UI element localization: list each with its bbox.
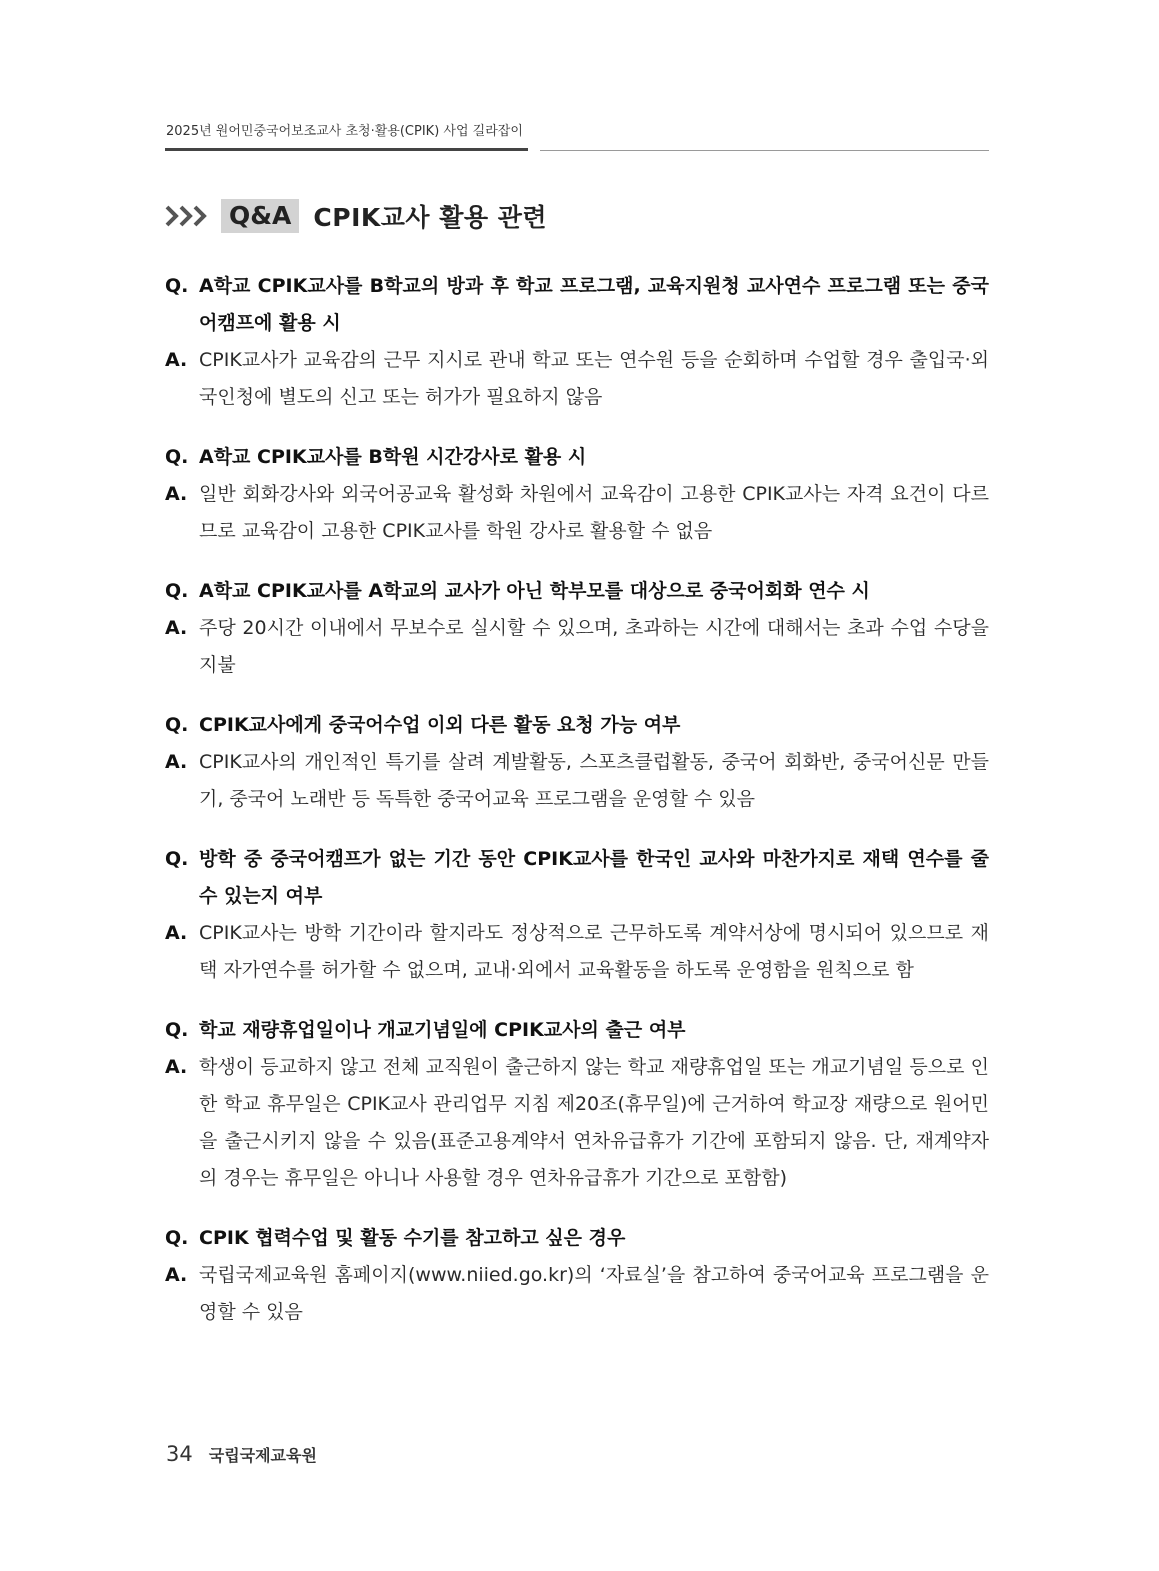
question-text: CPIK교사에게 중국어수업 이외 다른 활동 요청 가능 여부: [199, 714, 681, 736]
header-rule-light: [540, 150, 989, 151]
answer-mark: A.: [165, 617, 188, 639]
answer-mark: A.: [165, 1264, 188, 1286]
question: [165, 1220, 989, 1257]
organization-name: 국립국제교육원: [208, 1446, 317, 1465]
answer: [165, 1049, 989, 1197]
qa-item: [165, 439, 989, 550]
triple-chevron-right-icon: [165, 204, 209, 228]
section-heading: CPIK교사 활용 관련: [313, 203, 548, 232]
qa-item: [165, 573, 989, 684]
running-header: 2025년 원어민중국어보조교사 초청·활용(CPIK) 사업 길라잡이: [166, 124, 523, 139]
question-mark: Q.: [165, 446, 189, 468]
question: [165, 841, 989, 915]
answer-text: CPIK교사의 개인적인 특기를 살려 계발활동, 스포츠클럽활동, 중국어 회화반, 중국어신문 만들기, 중국어 노래반 등 독특한 중국어교육 프로그램을 운영할 수 있음: [199, 751, 989, 810]
page-footer: [166, 1442, 317, 1466]
qa-item: [165, 707, 989, 818]
answer-mark: A.: [165, 349, 188, 371]
question-text: CPIK 협력수업 및 활동 수기를 참고하고 싶은 경우: [199, 1227, 626, 1249]
question: [165, 573, 989, 610]
answer-text: 학생이 등교하지 않고 전체 교직원이 출근하지 않는 학교 재량휴업일 또는 개교기념일 등으로 인한 학교 휴무일은 CPIK교사 관리업무 지침 제20조(휴무일)에 근거하여 학교장 재량으로 원어민을 출근시키지 않을 수 있음(표준고용계약서 연차유급휴가 기간에 포함되지 않음. 단, 재계약자의 경우는 휴무일은 아니나 사용할 경우 연차유급휴가 기간으로 포함함): [199, 1056, 989, 1189]
question-text: A학교 CPIK교사를 B학교의 방과 후 학교 프로그램, 교육지원청 교사연수 프로그램 또는 중국어캠프에 활용 시: [199, 275, 989, 334]
answer: [165, 915, 989, 989]
header-rule-dark: [165, 148, 528, 151]
qa-item: [165, 268, 989, 416]
question-mark: Q.: [165, 1227, 189, 1249]
section-title: [165, 196, 547, 236]
answer: [165, 610, 989, 684]
answer-mark: A.: [165, 922, 188, 944]
question: [165, 439, 989, 476]
answer: [165, 476, 989, 550]
question-text: A학교 CPIK교사를 B학원 시간강사로 활용 시: [199, 446, 587, 468]
question-text: A학교 CPIK교사를 A학교의 교사가 아닌 학부모를 대상으로 중국어회화 연수 시: [199, 580, 870, 602]
question: [165, 268, 989, 342]
answer: [165, 342, 989, 416]
question-mark: Q.: [165, 275, 189, 297]
answer: [165, 1257, 989, 1331]
question-mark: Q.: [165, 714, 189, 736]
answer-text: CPIK교사가 교육감의 근무 지시로 관내 학교 또는 연수원 등을 순회하며 수업할 경우 출입국·외국인청에 별도의 신고 또는 허가가 필요하지 않음: [199, 349, 989, 408]
qa-item: [165, 1012, 989, 1197]
qa-tag: Q&A: [221, 199, 299, 233]
answer-text: 일반 회화강사와 외국어공교육 활성화 차원에서 교육감이 고용한 CPIK교사는 자격 요건이 다르므로 교육감이 고용한 CPIK교사를 학원 강사로 활용할 수 없음: [199, 483, 989, 542]
answer-mark: A.: [165, 751, 188, 773]
question-text: 학교 재량휴업일이나 개교기념일에 CPIK교사의 출근 여부: [199, 1019, 686, 1041]
qa-list: [165, 268, 989, 1354]
qa-item: [165, 1220, 989, 1331]
question-text: 방학 중 중국어캠프가 없는 기간 동안 CPIK교사를 한국인 교사와 마찬가지로 재택 연수를 줄 수 있는지 여부: [199, 848, 989, 907]
answer-text: 국립국제교육원 홈페이지(www.niied.go.kr)의 ‘자료실’을 참고하여 중국어교육 프로그램을 운영할 수 있음: [199, 1264, 989, 1323]
answer-mark: A.: [165, 483, 188, 505]
answer-text: CPIK교사는 방학 기간이라 할지라도 정상적으로 근무하도록 계약서상에 명시되어 있으므로 재택 자가연수를 허가할 수 없으며, 교내·외에서 교육활동을 하도록 운영함을 원칙으로 함: [199, 922, 989, 981]
answer: [165, 744, 989, 818]
question-mark: Q.: [165, 848, 189, 870]
page-number: 34: [166, 1442, 193, 1466]
question-mark: Q.: [165, 580, 189, 602]
qa-item: [165, 841, 989, 989]
answer-mark: A.: [165, 1056, 188, 1078]
question: [165, 707, 989, 744]
question: [165, 1012, 989, 1049]
question-mark: Q.: [165, 1019, 189, 1041]
answer-text: 주당 20시간 이내에서 무보수로 실시할 수 있으며, 초과하는 시간에 대해서는 초과 수업 수당을 지불: [199, 617, 989, 676]
